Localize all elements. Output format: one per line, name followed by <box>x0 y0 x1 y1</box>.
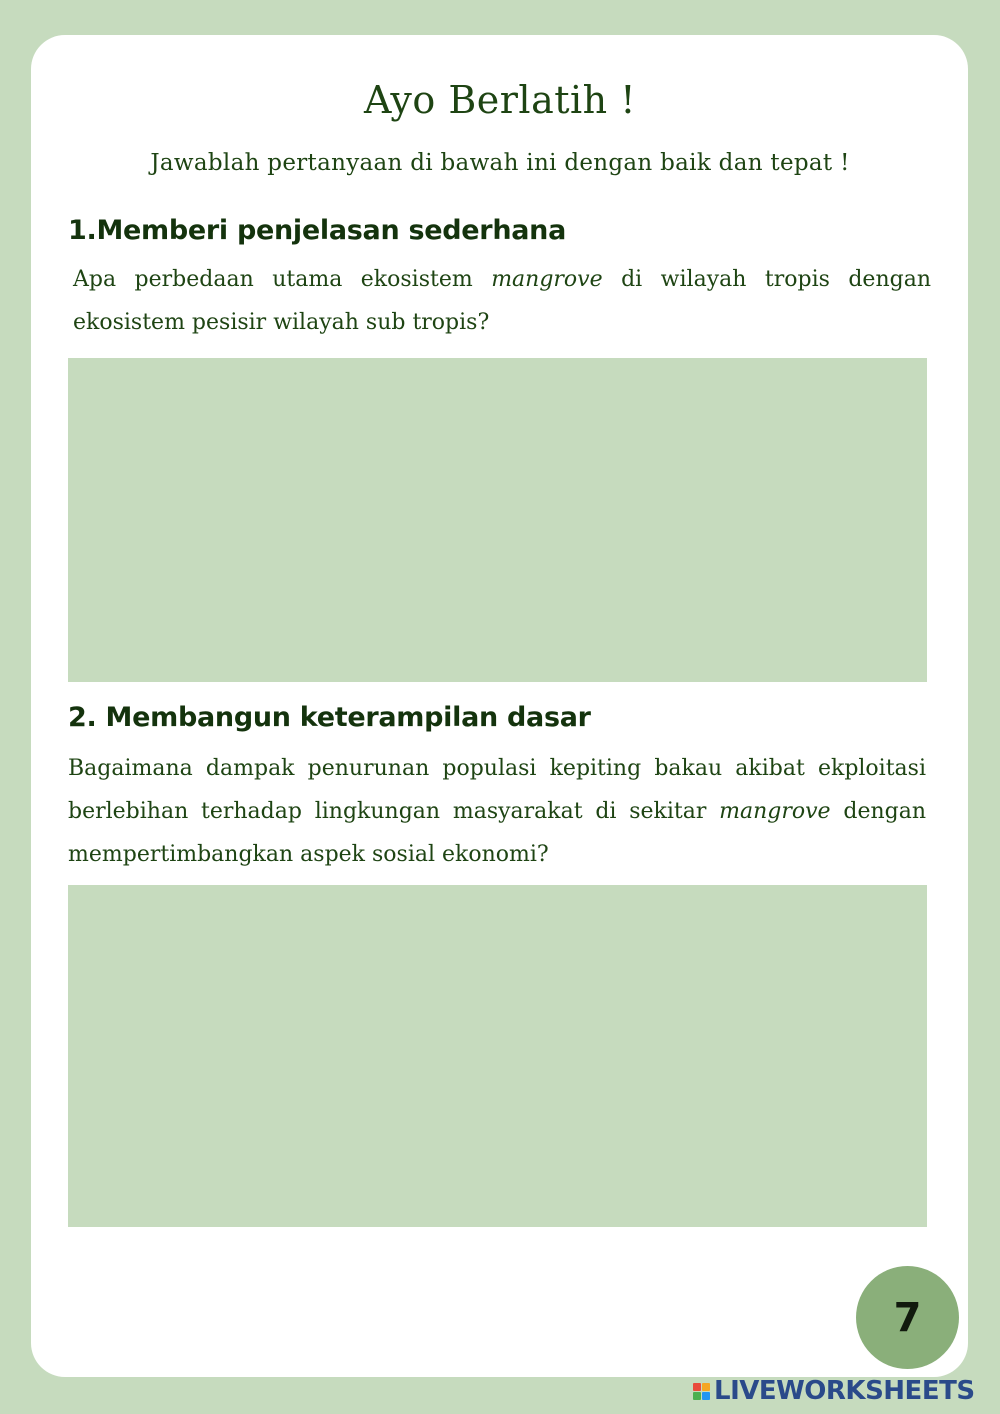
liveworksheets-logo-icon <box>693 1383 710 1400</box>
logo-square-red <box>693 1383 701 1391</box>
section-2-question <box>68 747 926 876</box>
page-subtitle: Jawablah pertanyaan di bawah ini dengan baik dan tepat ! <box>150 150 850 176</box>
page-title: Ayo Berlatih ! <box>364 78 636 122</box>
liveworksheets-watermark <box>693 1375 975 1407</box>
question-text: dengan mempertimbangkan aspek sosial ekonomi? <box>68 799 926 867</box>
answer-field-2[interactable] <box>68 885 927 1227</box>
liveworksheets-logo-text: LIVEWORKSHEETS <box>714 1376 975 1406</box>
question-text: Apa perbedaan utama ekosistem <box>73 267 492 292</box>
question-emphasis: mangrove <box>491 267 603 292</box>
section-1-question <box>73 258 931 344</box>
page-number-badge: 7 <box>856 1266 959 1369</box>
logo-square-green <box>693 1392 701 1400</box>
question-text: Bagaimana dampak penurunan populasi kepiting bakau akibat ekploitasi berlebihan terhadap lingkungan masyarakat di sekitar <box>68 756 926 824</box>
question-text: di wilayah tropis dengan ekosistem pesisir wilayah sub tropis? <box>73 267 931 335</box>
section-2-heading: 2. Membangun keterampilan dasar <box>68 702 591 733</box>
section-1-heading: 1.Memberi penjelasan sederhana <box>68 215 567 246</box>
logo-square-blue <box>702 1392 710 1400</box>
logo-square-orange <box>702 1383 710 1391</box>
question-emphasis: mangrove <box>719 799 831 824</box>
answer-field-1[interactable] <box>68 358 927 682</box>
